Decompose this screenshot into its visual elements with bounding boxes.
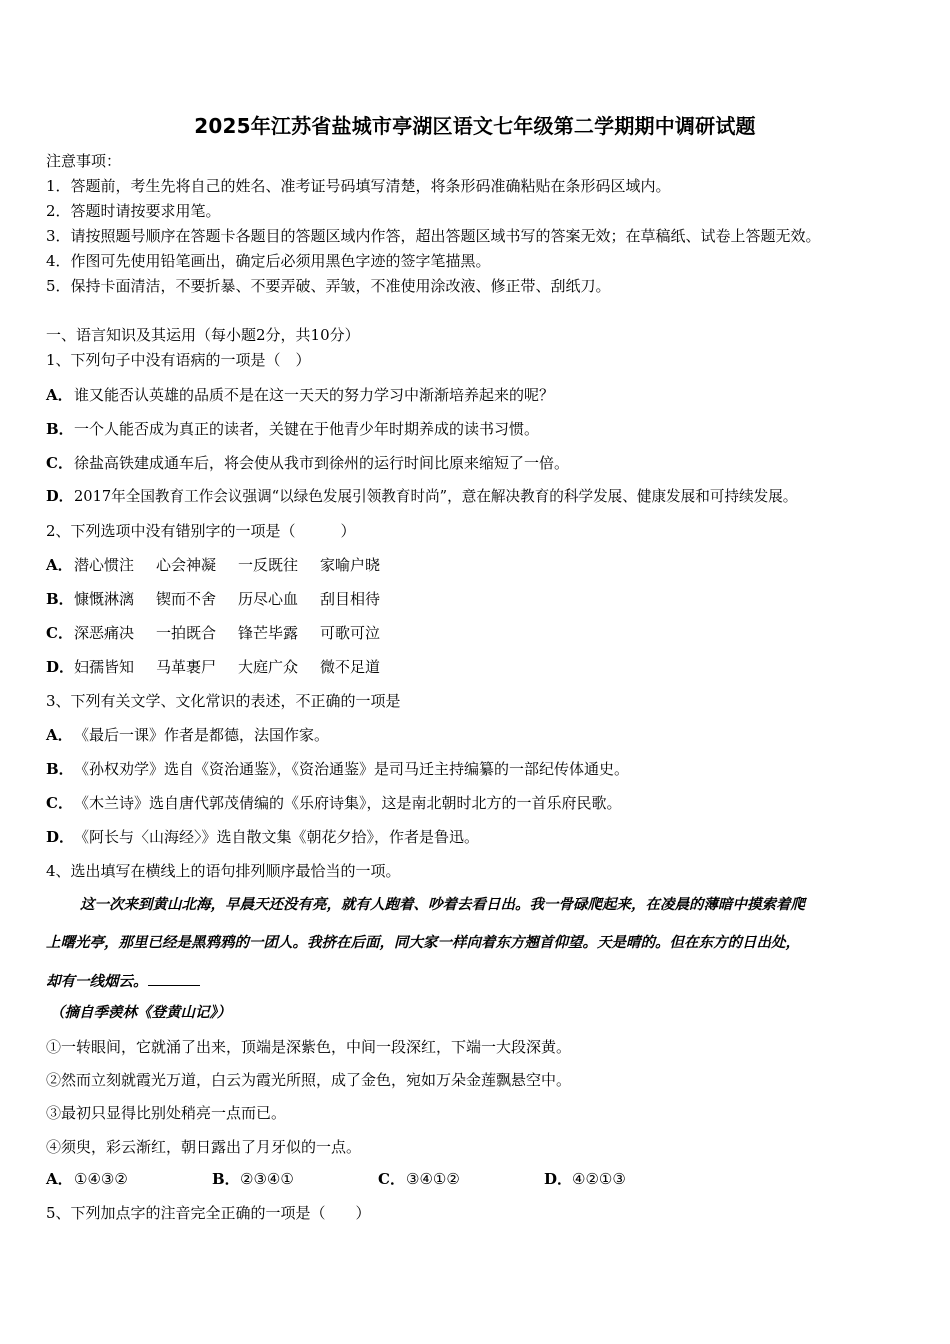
question-3-option-b [46,759,629,779]
option-word: 家喻户晓 [320,556,381,574]
passage-line: 这一次来到黄山北海，早晨天还没有亮，就有人跑着、吵着去看日出。我一骨碌爬起来，在凌晨的薄暗中摸索着爬 [80,896,805,913]
section-heading: 一、语言知识及其运用（每小题2分，共10分） [46,326,360,344]
option-letter: B． [212,1170,240,1188]
option-text: ①④③② [74,1170,128,1188]
option-letter: D． [46,828,75,846]
question-4-stem: 4、选出填写在横线上的语句排列顺序最恰当的一项。 [46,862,401,880]
sentence-2: ②然而立刻就霞光万道，白云为霞光所照，成了金色，宛如万朵金莲飘悬空中。 [46,1071,572,1089]
page-title: 2025年江苏省盐城市亭湖区语文七年级第二学期期中调研试题 [194,114,756,138]
option-word: 刮目相待 [320,590,381,608]
question-1-option-d [46,487,797,507]
option-word: 历尽心血 [238,590,299,608]
option-letter: D． [46,658,75,676]
passage-line: 上曙光亭，那里已经是黑鸦鸦的一团人。我挤在后面，同大家一样向着东方翘首仰望。天是晴的。但在东方的日出处， [46,934,800,951]
option-text: 《阿长与〈山海经〉》选自散文集《朝花夕拾》，作者是鲁迅。 [74,828,480,846]
option-word: 锋芒毕露 [238,624,299,642]
option-letter: A． [46,386,73,404]
option-letter: B． [46,420,74,438]
option-word: 慷慨淋漓 [74,590,135,608]
passage-source: （摘自季羡林《登黄山记》） [50,1004,232,1021]
choice-c [378,1169,544,1189]
notice-item: 1．答题前，考生先将自己的姓名、准考证号码填写清楚，将条形码准确粘贴在条形码区域内。 [46,177,671,195]
sentence-3: ③最初只显得比别处稍亮一点而已。 [46,1104,287,1122]
choice-a [46,1169,212,1189]
question-1-option-c [46,453,569,473]
option-text: 谁又能否认英雄的品质不是在这一天天的努力学习中渐渐培养起来的呢？ [74,386,555,404]
option-letter: C． [46,624,73,642]
option-word: 可歌可泣 [320,624,381,642]
option-word: 大庭广众 [238,658,299,676]
option-text: 《木兰诗》选自唐代郭茂倩编的《乐府诗集》，这是南北朝时北方的一首乐府民歌。 [74,794,622,812]
question-3-option-a [46,725,329,745]
option-word: 深恶痛决 [74,624,135,642]
question-2-stem: 2、下列选项中没有错别字的一项是（ ） [46,522,356,540]
option-letter: C． [378,1170,405,1188]
option-letter: A． [46,556,73,574]
option-word: 锲而不舍 [156,590,217,608]
sentence-4: ④须臾，彩云渐红，朝日露出了月牙似的一点。 [46,1138,362,1156]
option-letter: C． [46,794,73,812]
fill-blank [148,971,200,986]
option-letter: A． [46,1170,73,1188]
option-letter: D． [544,1170,573,1188]
option-text: 2017年全国教育工作会议强调“以绿色发展引领教育时尚”，意在解决教育的科学发展、健康发展和可持续发展。 [74,488,798,505]
question-3-option-c [46,793,622,813]
option-letter: B． [46,590,74,608]
option-word: 妇孺皆知 [74,658,135,676]
option-word: 微不足道 [320,658,381,676]
question-3-option-d [46,827,479,847]
choice-d [544,1169,710,1189]
question-2-option-c [46,623,402,643]
question-5-stem: 5、下列加点字的注音完全正确的一项是（ ） [46,1204,371,1222]
option-text: 徐盐高铁建成通车后，将会使从我市到徐州的运行时间比原来缩短了一倍。 [74,454,570,472]
question-1-option-a [46,385,554,405]
option-text: 《最后一课》作者是都德，法国作家。 [74,726,330,744]
option-word: 潜心惯注 [74,556,135,574]
option-word: 心会神凝 [156,556,217,574]
notice-item: 5．保持卡面清洁，不要折暴、不要弄破、弄皱，不准使用涂改液、修正带、刮纸刀。 [46,277,611,295]
option-letter: C． [46,454,73,472]
passage-line-last [46,971,200,992]
choice-b [212,1169,378,1189]
question-3-stem: 3、下列有关文学、文化常识的表述，不正确的一项是 [46,692,401,710]
notice-item: 2．答题时请按要求用笔。 [46,202,221,220]
option-word: 马革裹尸 [156,658,217,676]
notice-item: 3．请按照题号顺序在答题卡各题目的答题区域内作答，超出答题区域书写的答案无效；在草稿纸、试卷上答题无效。 [46,227,821,245]
option-word: 一拍既合 [156,624,217,642]
sentence-1: ①一转眼间，它就涌了出来，顶端是深紫色，中间一段深红，下端一大段深黄。 [46,1038,572,1056]
option-text: ④②①③ [572,1170,626,1188]
notice-heading: 注意事项： [46,152,122,170]
option-text: 一个人能否成为真正的读者，关键在于他青少年时期养成的读书习惯。 [74,420,540,438]
question-2-option-d [46,657,402,677]
question-1-stem: 1、下列句子中没有语病的一项是（ ） [46,351,311,369]
option-letter: A． [46,726,73,744]
question-1-option-b [46,419,539,439]
question-2-option-b [46,589,402,609]
option-letter: D． [46,488,74,505]
question-4-choices [46,1169,710,1189]
notice-item: 4．作图可先使用铅笔画出，确定后必须用黑色字迹的签字笔描黑。 [46,252,491,270]
option-word: 一反既往 [238,556,299,574]
option-text: 《孙权劝学》选自《资治通鉴》，《资治通鉴》是司马迁主持编纂的一部纪传体通史。 [74,760,630,778]
passage-text: 却有一线烟云。 [46,973,148,990]
option-letter: B． [46,760,74,778]
option-text: ③④①② [406,1170,460,1188]
option-text: ②③④① [240,1170,294,1188]
question-2-option-a [46,555,402,575]
